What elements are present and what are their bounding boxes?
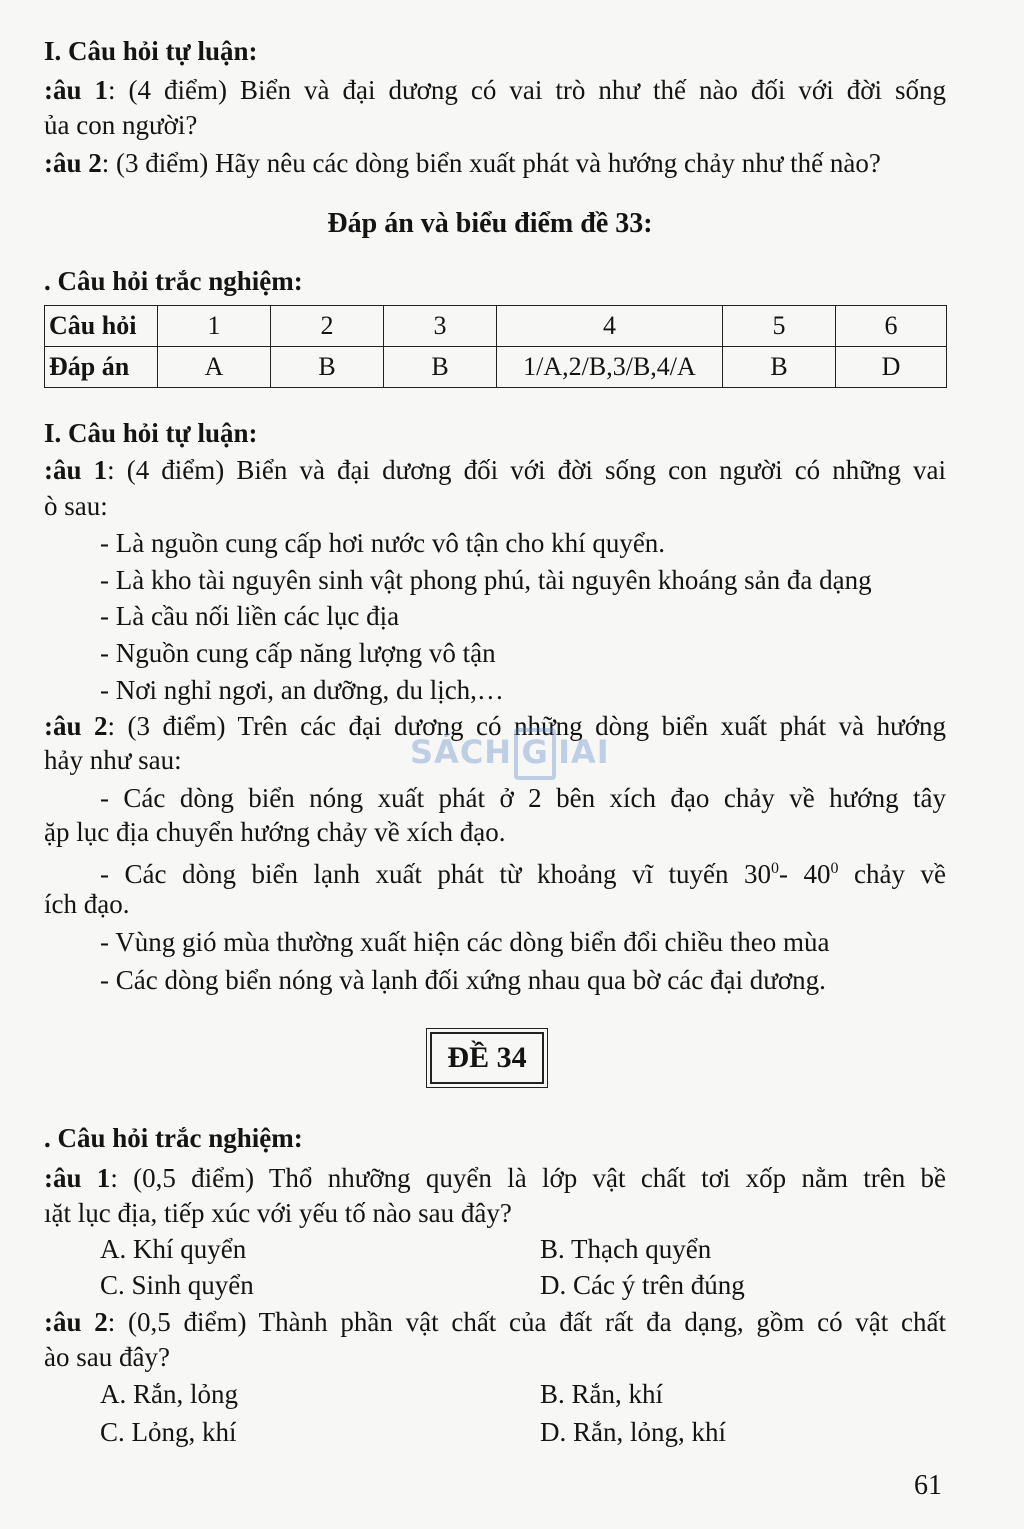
answer-1-line-1 (44, 453, 946, 487)
question-2-line-1 (44, 146, 881, 180)
watermark-text: SÁCH (410, 733, 513, 771)
answer-key-title: Đáp án và biểu điểm đề 33: (327, 208, 653, 239)
question-label: :âu 1 (44, 1163, 111, 1193)
table-cell: B (384, 347, 497, 388)
table-cell: D (836, 347, 947, 388)
table-cell: 3 (384, 306, 497, 347)
answer-1-line-2: ò sau: (44, 491, 108, 521)
option-c: C. Lỏng, khí (100, 1417, 237, 1447)
question-text: : (3 điểm) Hãy nêu các dòng biển xuất phát và hướng chảy như thế nào? (101, 148, 881, 178)
paragraph-line: - Các dòng biển nóng xuất phát ở 2 bên xích đạo chảy về hướng tây (100, 783, 946, 813)
question-2-line-2: ào sau đây? (44, 1342, 170, 1372)
text-segment: chảy về (838, 859, 947, 889)
watermark-text: IAI (558, 733, 610, 771)
table-cell: 5 (723, 306, 836, 347)
text-segment: - 40 (779, 859, 831, 889)
option-c: C. Sinh quyển (100, 1270, 254, 1300)
mcq-section-title: . Câu hỏi trắc nghiệm: (44, 1123, 303, 1153)
list-item: - Các dòng biển nóng và lạnh đối xứng nhau qua bờ các đại dương. (100, 965, 826, 995)
option-a: A. Khí quyển (100, 1234, 247, 1264)
question-label: :âu 2 (44, 1307, 108, 1337)
list-item: - Là nguồn cung cấp hơi nước vô tận cho khí quyển. (100, 528, 666, 558)
answer-table (44, 305, 947, 388)
table-cell: 2 (271, 306, 384, 347)
answer-text: : (4 điểm) Biển và đại dương đối với đời sống con người có những vai (107, 455, 946, 485)
list-item: - Vùng gió mùa thường xuất hiện các dòng biển đổi chiều theo mùa (100, 927, 830, 957)
question-text: : (0,5 điểm) Thành phần vật chất của đất rất đa dạng, gồm có vật chất (107, 1307, 946, 1337)
table-cell: 1 (158, 306, 271, 347)
question-1-line-1 (44, 73, 946, 107)
text-segment: - Các dòng biển lạnh xuất phát từ khoảng vĩ tuyến 30 (100, 859, 772, 889)
option-a: A. Rắn, lỏng (100, 1379, 238, 1409)
table-header-cell: Đáp án (45, 347, 158, 388)
paragraph-line: ặp lục địa chuyển hướng chảy về xích đạo. (44, 817, 506, 847)
superscript: 0 (771, 860, 780, 877)
list-item: - Là kho tài nguyên sinh vật phong phú, tài nguyên khoáng sản đa dạng (100, 565, 872, 595)
paragraph-line: ích đạo. (44, 889, 130, 919)
table-header-cell: Câu hỏi (45, 306, 158, 347)
question-2-line-1 (44, 1305, 946, 1339)
question-label: :âu 2 (44, 711, 108, 741)
table-cell: A (158, 347, 271, 388)
list-item: - Nơi nghỉ ngơi, an dưỡng, du lịch,… (100, 675, 504, 705)
question-label: :âu 2 (44, 148, 102, 178)
paragraph-line (100, 852, 946, 891)
question-1-line-1 (44, 1161, 946, 1195)
question-text: : (4 điểm) Biển và đại dương có vai trò như thế nào đối với đời sống (108, 75, 946, 105)
table-row (45, 347, 947, 388)
table-cell: B (723, 347, 836, 388)
superscript: 0 (830, 860, 839, 877)
answer-text: : (3 điểm) Trên các đại dương có những dòng biển xuất phát và hướng (107, 711, 946, 741)
watermark-logo (410, 722, 620, 782)
answer-2-line-2: hảy như sau: (44, 745, 182, 775)
list-item: - Nguồn cung cấp năng lượng vô tận (100, 638, 496, 668)
question-1-line-2: ủa con người? (44, 110, 198, 140)
question-text: : (0,5 điểm) Thổ nhưỡng quyển là lớp vật chất tơi xốp nằm trên bề (110, 1163, 946, 1193)
page-number: 61 (914, 1470, 942, 1501)
section-title-essay-top: I. Câu hỏi tự luận: (44, 36, 258, 66)
exam-title-box: ĐỀ 34 (430, 1032, 544, 1084)
watermark-text: G (514, 728, 556, 780)
table-cell: 1/A,2/B,3/B,4/A (497, 347, 723, 388)
question-label: :âu 1 (44, 455, 108, 485)
list-item: - Là cầu nối liền các lục địa (100, 601, 400, 631)
table-cell: 4 (497, 306, 723, 347)
option-d: D. Rắn, lỏng, khí (540, 1417, 726, 1447)
option-b: B. Rắn, khí (540, 1379, 664, 1409)
essay-section-title: I. Câu hỏi tự luận: (44, 418, 258, 448)
option-b: B. Thạch quyển (540, 1234, 712, 1264)
option-d: D. Các ý trên đúng (540, 1270, 745, 1300)
question-1-line-2: ıặt lục địa, tiếp xúc với yếu tố nào sau đây? (44, 1198, 512, 1228)
table-cell: 6 (836, 306, 947, 347)
question-label: :âu 1 (44, 75, 109, 105)
table-cell: B (271, 347, 384, 388)
mcq-section-title: . Câu hỏi trắc nghiệm: (44, 266, 303, 296)
table-row (45, 306, 947, 347)
